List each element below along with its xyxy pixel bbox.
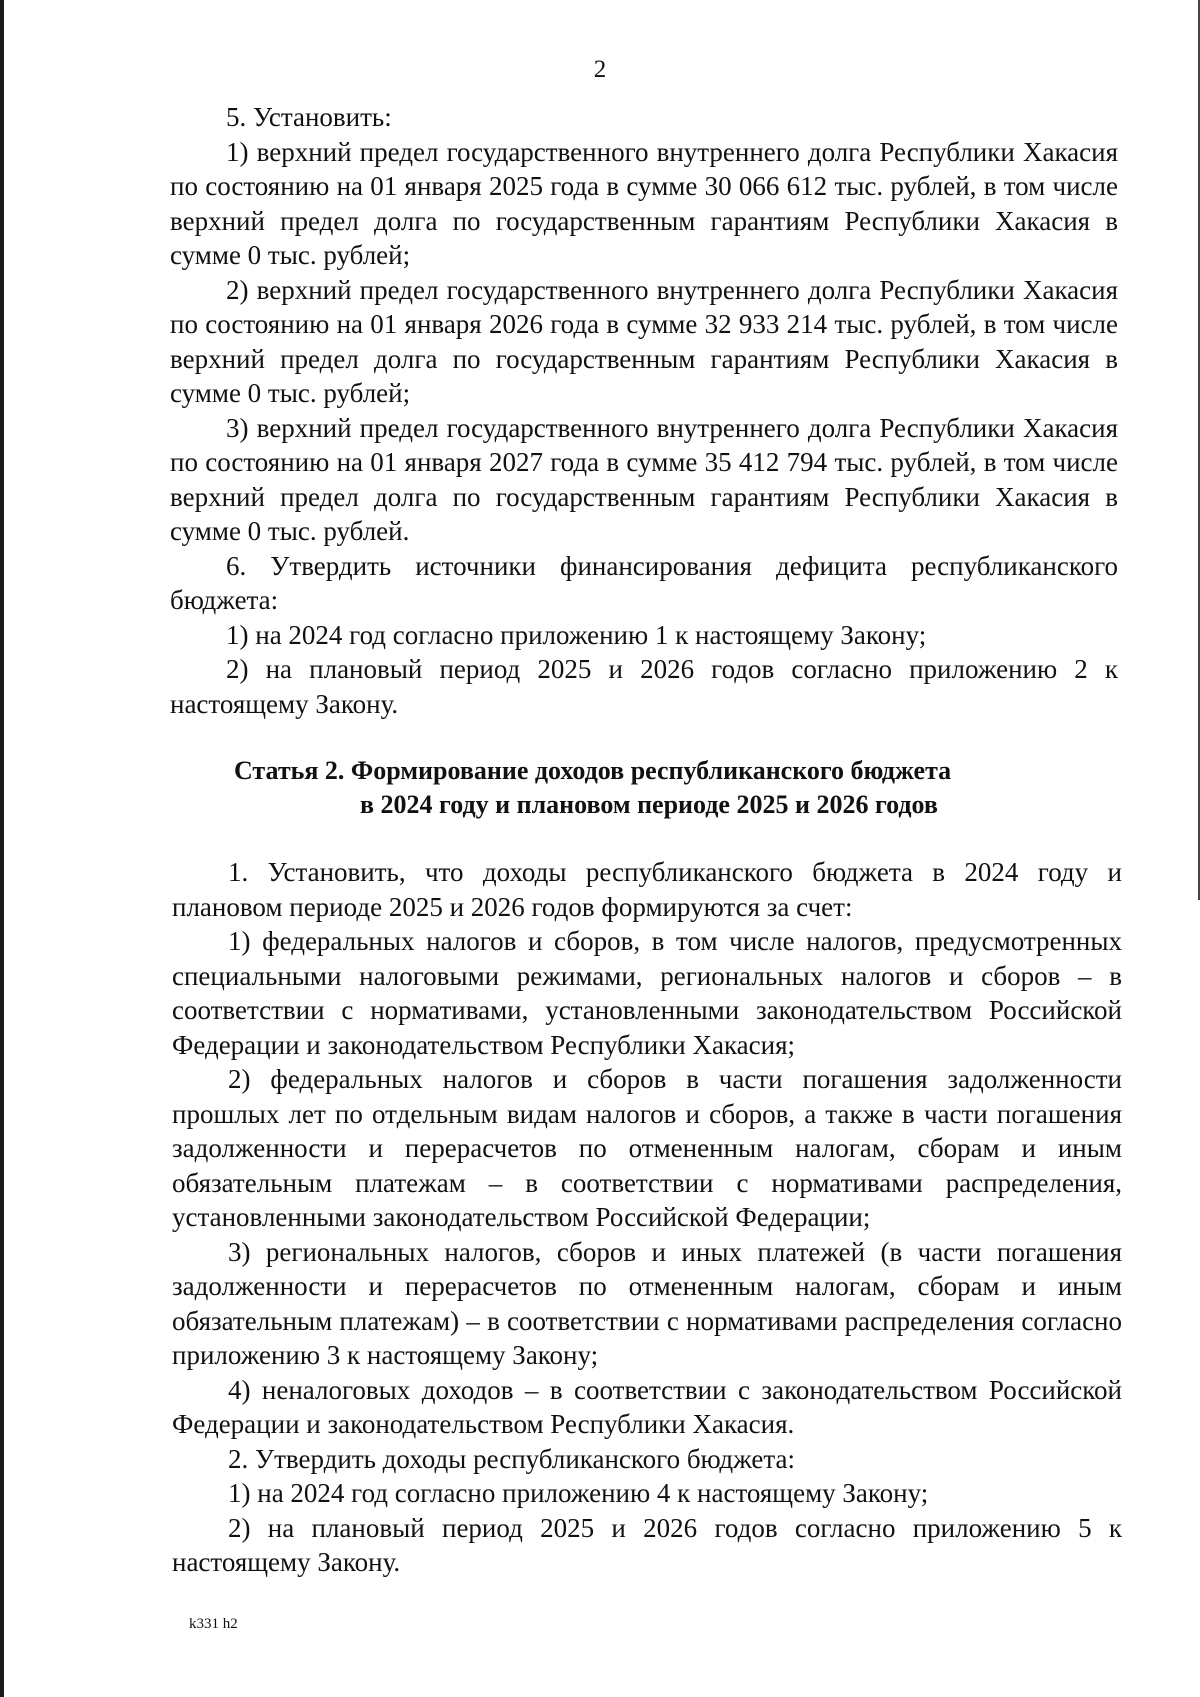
page-number: 2 — [593, 56, 607, 83]
section6-item-1: 1) на 2024 год согласно приложению 1 к настоящему Закону; — [226, 619, 927, 650]
point1-intro: 1. Установить, что доходы республиканского бюджета в 2024 году и плановом периоде 2025 и 2026 годов формируются за счет: — [172, 857, 1122, 922]
article-2-title-line-2: в 2024 году и плановом периоде 2025 и 2026 годов — [360, 790, 938, 819]
section5-item-1: 1) верхний предел государственного внутреннего долга Республики Хакасия по состоянию на 01 января 2025 года в сумме 30 066 612 тыс. рублей, в том числе верхний предел долга по государственным гарантиям Республики Хакасия в сумме 0 тыс. рублей; — [170, 136, 1118, 270]
point1-item-2: 2) федеральных налогов и сборов в части погашения задолженности прошлых лет по отдельным видам налогов и сборов, а также в части погашения задолженности и перерасчетов по отмененным налогам, сборам и иным обязательным платежам – в соответствии с нормативами распределения, установленными законодательством Российской Федерации; — [172, 1064, 1122, 1232]
article-2-title-line-1: Статья 2. Формирование доходов республиканского бюджета — [234, 756, 952, 785]
section5-intro: 5. Установить: — [226, 102, 392, 132]
point1-item-4: 4) неналоговых доходов – в соответствии с законодательством Российской Федерации и законодательством Республики Хакасия. — [172, 1374, 1122, 1439]
section5-item-3: 3) верхний предел государственного внутреннего долга Республики Хакасия по состоянию на 01 января 2027 года в сумме 35 412 794 тыс. рублей, в том числе верхний предел долга по государственным гарантиям Республики Хакасия в сумме 0 тыс. рублей. — [170, 412, 1118, 546]
point1-item-3: 3) региональных налогов, сборов и иных платежей (в части погашения задолженности и перерасчетов по отмененным налогам, сборам и иным обязательным платежам) – в соответствии с нормативами распределения согласно приложению 3 к настоящему Закону; — [172, 1236, 1122, 1370]
document-code: k331 h2 — [189, 1616, 238, 1632]
scan-edge-left — [0, 0, 4, 1697]
article-2-heading — [170, 754, 1118, 822]
point2-item-1: 1) на 2024 год согласно приложению 4 к настоящему Закону; — [228, 1478, 929, 1508]
point2-intro: 2. Утвердить доходы республиканского бюджета: — [228, 1443, 795, 1474]
sections-5-6 — [170, 100, 1118, 721]
section6-item-2: 2) на плановый период 2025 и 2026 годов согласно приложению 2 к настоящему Закону. — [170, 654, 1118, 719]
section5-item-2: 2) верхний предел государственного внутреннего долга Республики Хакасия по состоянию на 01 января 2026 года в сумме 32 933 214 тыс. рублей, в том числе верхний предел долга по государственным гарантиям Республики Хакасия в сумме 0 тыс. рублей; — [170, 274, 1118, 408]
point2-item-2: 2) на плановый период 2025 и 2026 годов согласно приложению 5 к настоящему Закону. — [172, 1512, 1122, 1577]
section6-intro: 6. Утвердить источники финансирования дефицита республиканского бюджета: — [170, 550, 1118, 615]
point1-item-1: 1) федеральных налогов и сборов, в том числе налогов, предусмотренных специальными налоговыми режимами, региональных налогов и сборов – в соответствии с нормативами, установленными законодательством Российской Федерации и законодательством Республики Хакасия; — [172, 926, 1122, 1060]
article-2-body — [172, 855, 1122, 1580]
